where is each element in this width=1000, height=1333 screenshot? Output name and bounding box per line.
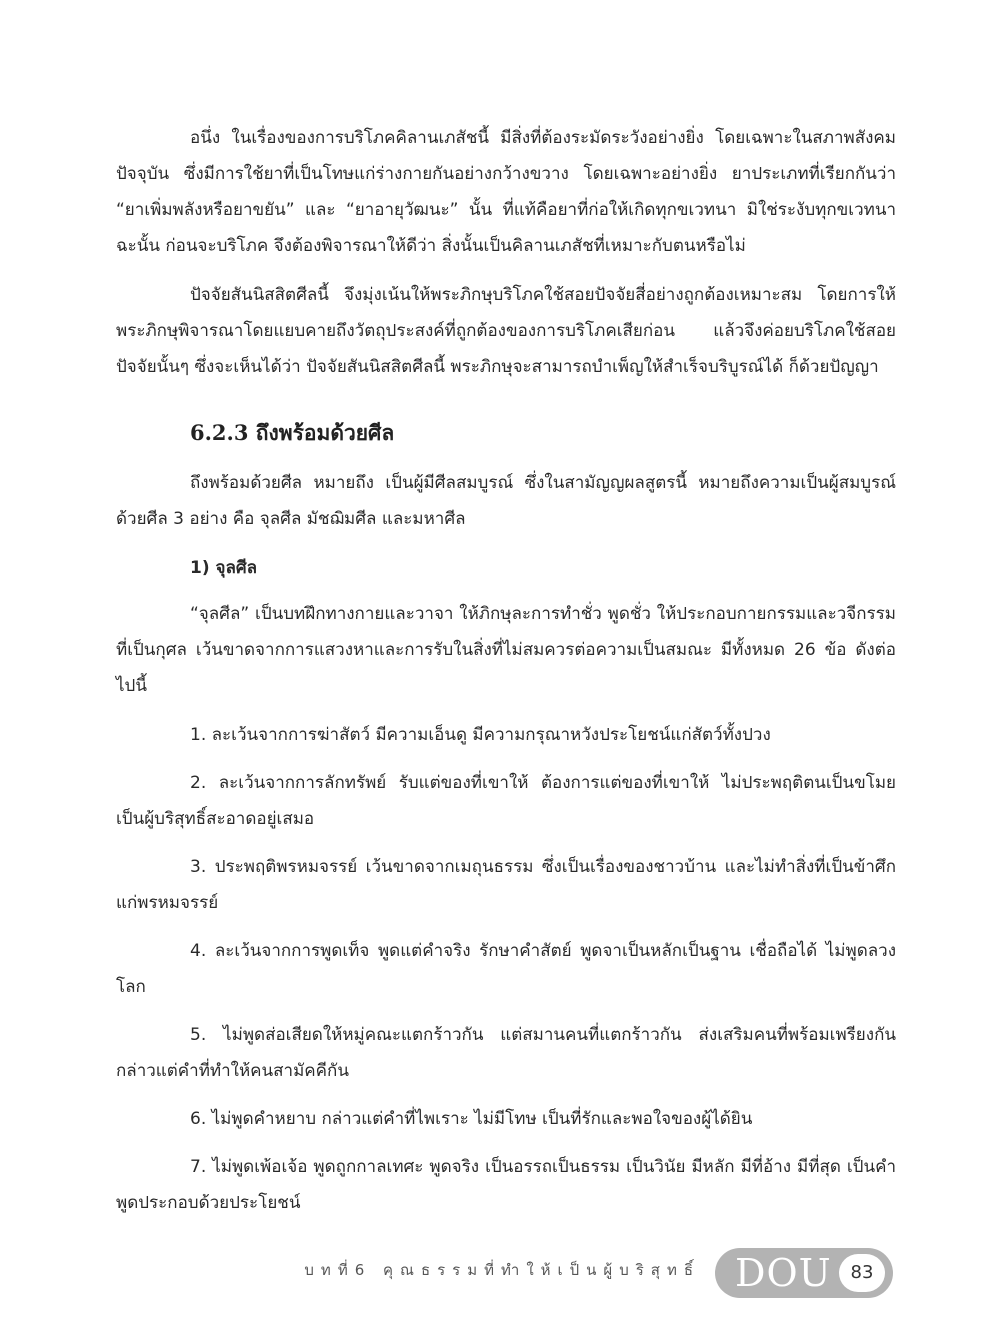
list-item: 4. ละเว้นจากการพูดเท็จ พูดแต่คำจริง รักษาคำสัตย์ พูดจาเป็นหลักเป็นฐาน เชื่อถือได้ ไม่พูดลวงโลก	[116, 941, 896, 997]
footer-chapter-title: บทที่6 คุณธรรมที่ทำให้เป็นผู้บริสุทธิ์	[304, 1261, 700, 1279]
list-item: 7. ไม่พูดเพ้อเจ้อ พูดถูกกาลเทศะ พูดจริง เป็นอรรถเป็นธรรม เป็นวินัย มีหลัก มีที่อ้าง มีที่สุด เป็นคำพูดประกอบด้วยประโยชน์	[116, 1157, 896, 1213]
subsection-intro: “จุลศีล” เป็นบทฝึกทางกายและวาจา ให้ภิกษุละการทำชั่ว พูดชั่ว ให้ประกอบกายกรรมและวจีกรรมที่เป็นกุศล เว้นขาดจากการแสวงหาและการรับในสิ่งที่ไม่สมควรต่อความเป็นสมณะ มีทั้งหมด 26 ข้อ ดังต่อไปนี้	[116, 604, 896, 696]
paragraph-requisites-wisdom: ปัจจัยสันนิสสิตศีลนี้ จึงมุ่งเน้นให้พระภิกษุบริโภคใช้สอยปัจจัยสี่อย่างถูกต้องเหมาะสม โดยการให้พระภิกษุพิจารณาโดยแยบคายถึงวัตถุประสงค์ที่ถูกต้องของการบริโภคเสียก่อน แล้วจึงค่อยบริโภคใช้สอยปัจจัยนั้นๆ ซึ่งจะเห็นได้ว่า ปัจจัยสันนิสสิตศีลนี้ พระภิกษุจะสามารถบำเพ็ญให้สำเร็จบริบูรณ์ได้ ก็ด้วยปัญญา	[116, 285, 896, 377]
list-item: 1. ละเว้นจากการฆ่าสัตว์ มีความเอ็นดู มีความกรุณาหวังประโยชน์แก่สัตว์ทั้งปวง	[190, 725, 771, 745]
page-content	[116, 120, 896, 1233]
section-heading: 6.2.3 ถึงพร้อมด้วยศีล	[190, 420, 395, 445]
dou-logo: DOU	[735, 1251, 832, 1295]
page-number: 83	[839, 1254, 885, 1292]
subheading-minor-morality: 1) จุลศีล	[190, 558, 258, 578]
paragraph-medicine-caution: อนึ่ง ในเรื่องของการบริโภคคิลานเภสัชนี้ มีสิ่งที่ต้องระมัดระวังอย่างยิ่ง โดยเฉพาะในสภาพสังคมปัจจุบัน ซึ่งมีการใช้ยาที่เป็นโทษแก่ร่างกายกันอย่างกว้างขวาง โดยเฉพาะอย่างยิ่ง ยาประเภทที่เรียกกันว่า “ยาเพิ่มพลังหรือยาขยัน” และ “ยาอายุวัฒนะ” นั้น ที่แท้คือยาที่ก่อให้เกิดทุกขเวทนา มิใช่ระงับทุกขเวทนา ฉะนั้น ก่อนจะบริโภค จึงต้องพิจารณาให้ดีว่า สิ่งนั้นเป็นคิลานเภสัชที่เหมาะกับตนหรือไม่	[116, 128, 896, 256]
list-item: 3. ประพฤติพรหมจรรย์ เว้นขาดจากเมถุนธรรม ซึ่งเป็นเรื่องของชาวบ้าน และไม่ทำสิ่งที่เป็นข้าศึกแก่พรหมจรรย์	[116, 857, 896, 913]
list-item: 6. ไม่พูดคำหยาบ กล่าวแต่คำที่ไพเราะ ไม่มีโทษ เป็นที่รักและพอใจของผู้ได้ยิน	[190, 1109, 753, 1129]
footer-badge	[715, 1248, 893, 1298]
list-item: 2. ละเว้นจากการลักทรัพย์ รับแต่ของที่เขาให้ ต้องการแต่ของที่เขาให้ ไม่ประพฤติตนเป็นขโมย เป็นผู้บริสุทธิ์สะอาดอยู่เสมอ	[116, 773, 896, 829]
section-intro: ถึงพร้อมด้วยศีล หมายถึง เป็นผู้มีศีลสมบูรณ์ ซึ่งในสามัญญผลสูตรนี้ หมายถึงความเป็นผู้สมบูรณ์ด้วยศีล 3 อย่าง คือ จุลศีล มัชฌิมศีล และมหาศีล	[116, 473, 896, 529]
page-footer	[0, 1248, 1000, 1304]
list-item: 5. ไม่พูดส่อเสียดให้หมู่คณะแตกร้าวกัน แต่สมานคนที่แตกร้าวกัน ส่งเสริมคนที่พร้อมเพรียงกัน กล่าวแต่คำที่ทำให้คนสามัคคีกัน	[116, 1025, 896, 1081]
precept-list	[116, 717, 896, 1221]
